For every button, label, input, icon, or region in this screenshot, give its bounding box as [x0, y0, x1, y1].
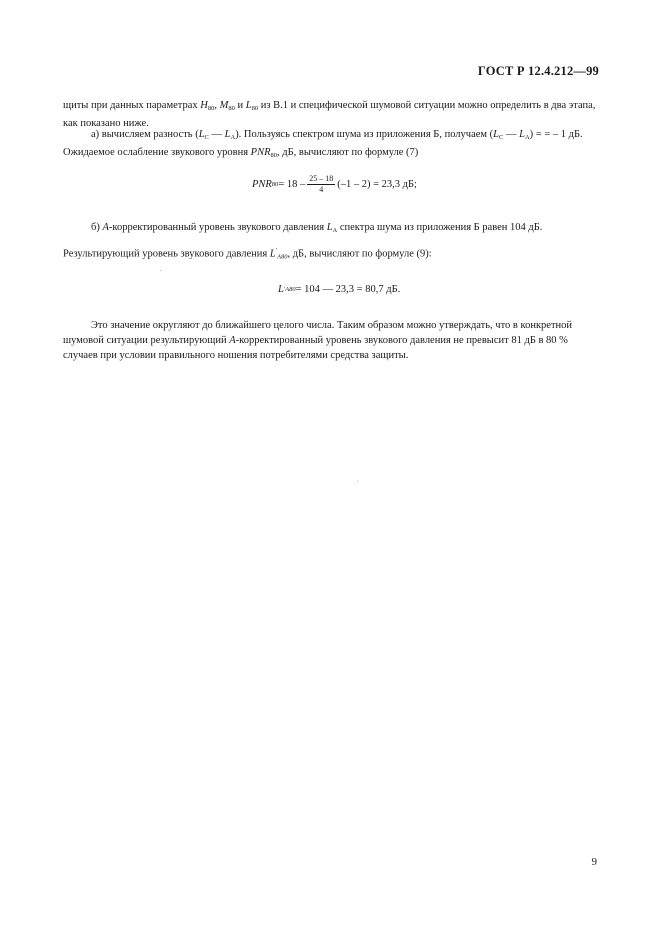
symbol-a: A	[102, 222, 109, 233]
subscript: 80	[270, 152, 278, 159]
scan-speck	[357, 481, 358, 482]
scan-speck	[160, 270, 161, 271]
formula-lhs: PNR	[252, 179, 272, 190]
symbol-la: L	[519, 129, 525, 140]
text: —	[503, 129, 520, 140]
paragraph-conclusion	[63, 318, 599, 363]
prime: ′	[283, 286, 286, 293]
symbol-h: H	[200, 100, 208, 111]
text: спектра шума из приложения Б равен 104 дБ. Результирующий уровень звукового давления	[63, 222, 543, 260]
text: —	[208, 129, 225, 140]
text: а) вычисляем разность (	[91, 129, 199, 140]
subscript: A	[524, 134, 530, 141]
text: , дБ, вычисляют по формуле (9):	[287, 248, 432, 260]
symbol-lc: L	[198, 129, 205, 140]
subscript: 80	[271, 181, 279, 188]
standard-header: ГОСТ Р 12.4.212—99	[477, 64, 599, 78]
paragraph-step-a	[63, 127, 599, 163]
subscript: C	[499, 134, 504, 141]
subscript: 80	[207, 105, 215, 112]
formula-eq: = 18 –	[278, 179, 306, 190]
subscript: 80	[228, 105, 235, 112]
text: -корректированный уровень звукового давления не превысит 81 дБ в 80 % случаев при условии правильного ношения потребителями средства защиты.	[63, 335, 568, 361]
text: , дБ, вычисляют по формуле (7)	[277, 147, 419, 158]
fraction-denominator: 4	[319, 185, 324, 194]
fraction-numerator: 25 – 18	[309, 174, 334, 183]
text: из В.1 и специфической шумовой ситуации можно определить в два этапа, как показано ниже.	[63, 100, 596, 129]
text: б)	[91, 222, 103, 233]
text: ) = = – 1 дБ. Ожидаемое ослабление звукового уровня	[63, 129, 583, 158]
formula-lhs: L	[278, 284, 284, 295]
formula-rest: (–1 – 2) = 23,3 дБ;	[337, 179, 417, 190]
text: Это значение округляют до ближайшего целого числа. Таким образом можно утверждать, что в конкретной шумовой ситуации результирующий	[63, 320, 573, 346]
paragraph-step-b	[63, 218, 599, 268]
text: щиты при данных параметрах	[63, 100, 201, 111]
subscript: A80	[276, 253, 288, 261]
text: ,	[214, 100, 220, 111]
subscript: 80	[251, 105, 259, 112]
symbol-lc: L	[493, 129, 500, 140]
subscript: A	[332, 227, 338, 234]
symbol-a: A	[229, 335, 236, 346]
page-number: 9	[591, 856, 597, 868]
formula-pnr	[252, 174, 417, 195]
symbol-la: L	[224, 129, 231, 140]
symbol-l: L	[245, 100, 252, 111]
fraction	[307, 174, 335, 195]
subscript: A80	[285, 286, 296, 293]
symbol-m: M	[219, 100, 229, 111]
formula-la80	[278, 284, 400, 295]
symbol-la: L	[326, 222, 333, 233]
subscript: C	[204, 134, 209, 141]
formula-rest: = 104 — 23,3 = 80,7 дБ.	[295, 284, 401, 295]
symbol-pnr: PNR	[250, 147, 271, 158]
text: ). Пользуясь спектром шума из приложения Б, получаем (	[235, 129, 494, 140]
text: и	[234, 100, 246, 111]
subscript: A	[230, 134, 236, 141]
prime: ′	[275, 248, 277, 254]
symbol-la80: L	[269, 248, 276, 260]
text: -корректированный уровень звукового давления	[108, 222, 327, 233]
